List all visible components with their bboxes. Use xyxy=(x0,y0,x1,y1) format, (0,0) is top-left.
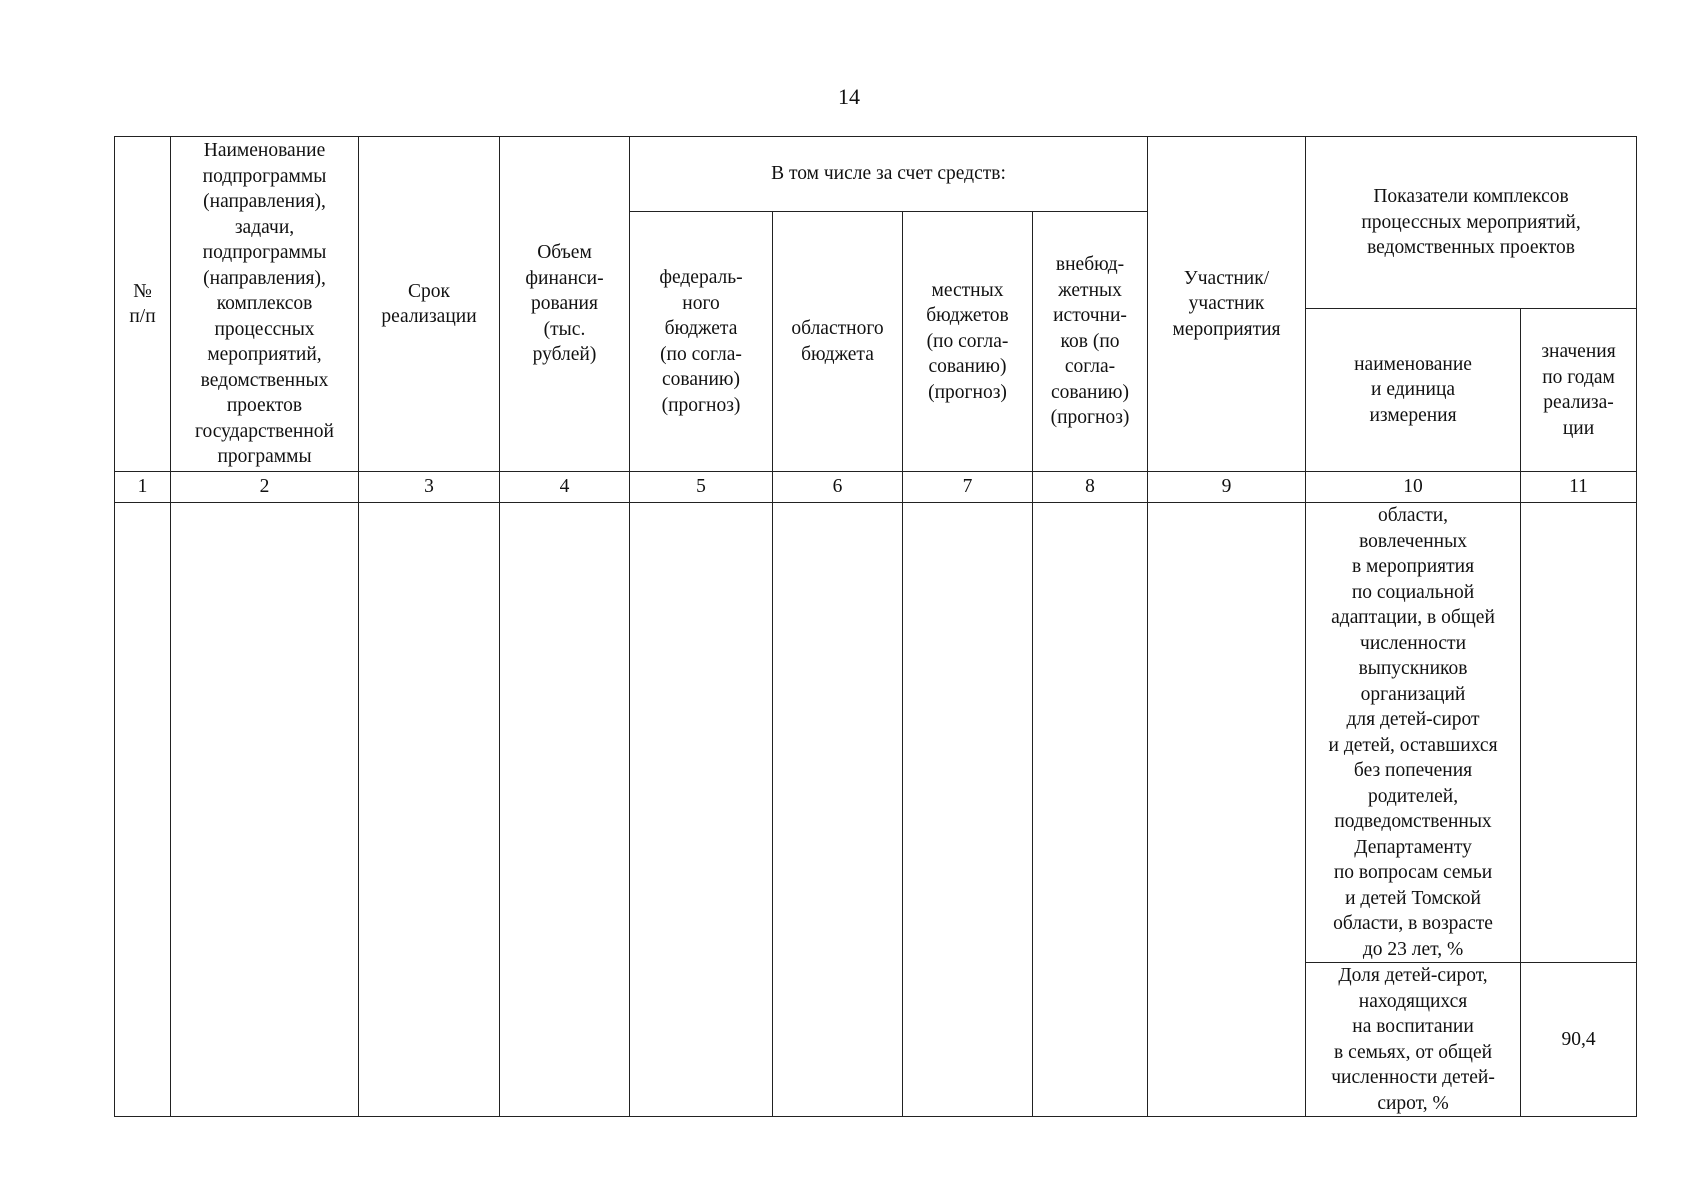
column-number: 8 xyxy=(1033,472,1148,503)
header-extrabudgetary-column: внебюд- жетных источни- ков (по согла- сованию) (прогноз) xyxy=(1033,212,1148,472)
empty-cell xyxy=(903,503,1033,1117)
header-number-column: № п/п xyxy=(115,137,171,472)
header-federal-budget-column: федераль- ного бюджета (по согла- сованию) (прогноз) xyxy=(630,212,773,472)
empty-cell xyxy=(1148,503,1306,1117)
empty-cell xyxy=(359,503,500,1117)
header-indicator-name-column: наименование и единица измерения xyxy=(1306,309,1521,472)
empty-cell xyxy=(630,503,773,1117)
column-number: 4 xyxy=(500,472,630,503)
empty-cell xyxy=(1033,503,1148,1117)
header-row-1 xyxy=(115,137,1637,212)
indicator-name-cell: Доля детей-сирот, находящихся на воспитании в семьях, от общей численности детей- сирот, % xyxy=(1306,963,1521,1117)
empty-cell xyxy=(171,503,359,1117)
column-number: 7 xyxy=(903,472,1033,503)
column-number: 10 xyxy=(1306,472,1521,503)
header-indicator-values-column: значения по годам реализа- ции xyxy=(1521,309,1637,472)
empty-cell xyxy=(500,503,630,1117)
page-number: 14 xyxy=(838,84,860,109)
indicator-name-cell: области, вовлеченных в мероприятия по социальной адаптации, в общей численности выпускников организаций для детей-сирот и детей, оставшихся без попечения родителей, подведомственных Департаменту по вопросам семьи и детей Томской области, в возрасте до 23 лет, % xyxy=(1306,503,1521,963)
header-local-budget-column: местных бюджетов (по согла- сованию) (прогноз) xyxy=(903,212,1033,472)
header-funding-group: В том числе за счет средств: xyxy=(630,137,1148,212)
header-participant-column: Участник/ участник мероприятия xyxy=(1148,137,1306,472)
table-row xyxy=(115,503,1637,963)
header-financing-volume-column: Объем финанси- рования (тыс. рублей) xyxy=(500,137,630,472)
header-name-column: Наименование подпрограммы (направления), задачи, подпрограммы (направления), комплексов процессных мероприятий, ведомственных проектов государственной программы xyxy=(171,137,359,472)
header-indicators-group: Показатели комплексов процессных мероприятий, ведомственных проектов xyxy=(1306,137,1637,309)
column-number: 5 xyxy=(630,472,773,503)
empty-cell xyxy=(115,503,171,1117)
column-numbers-row xyxy=(115,472,1637,503)
header-regional-budget-column: областного бюджета xyxy=(773,212,903,472)
column-number: 3 xyxy=(359,472,500,503)
column-number: 9 xyxy=(1148,472,1306,503)
column-number: 11 xyxy=(1521,472,1637,503)
column-number: 1 xyxy=(115,472,171,503)
column-number: 6 xyxy=(773,472,903,503)
indicator-value-cell: 90,4 xyxy=(1521,963,1637,1117)
column-number: 2 xyxy=(171,472,359,503)
empty-cell xyxy=(773,503,903,1117)
indicator-value-cell xyxy=(1521,503,1637,963)
header-period-column: Срок реализации xyxy=(359,137,500,472)
program-table xyxy=(114,136,1637,1117)
